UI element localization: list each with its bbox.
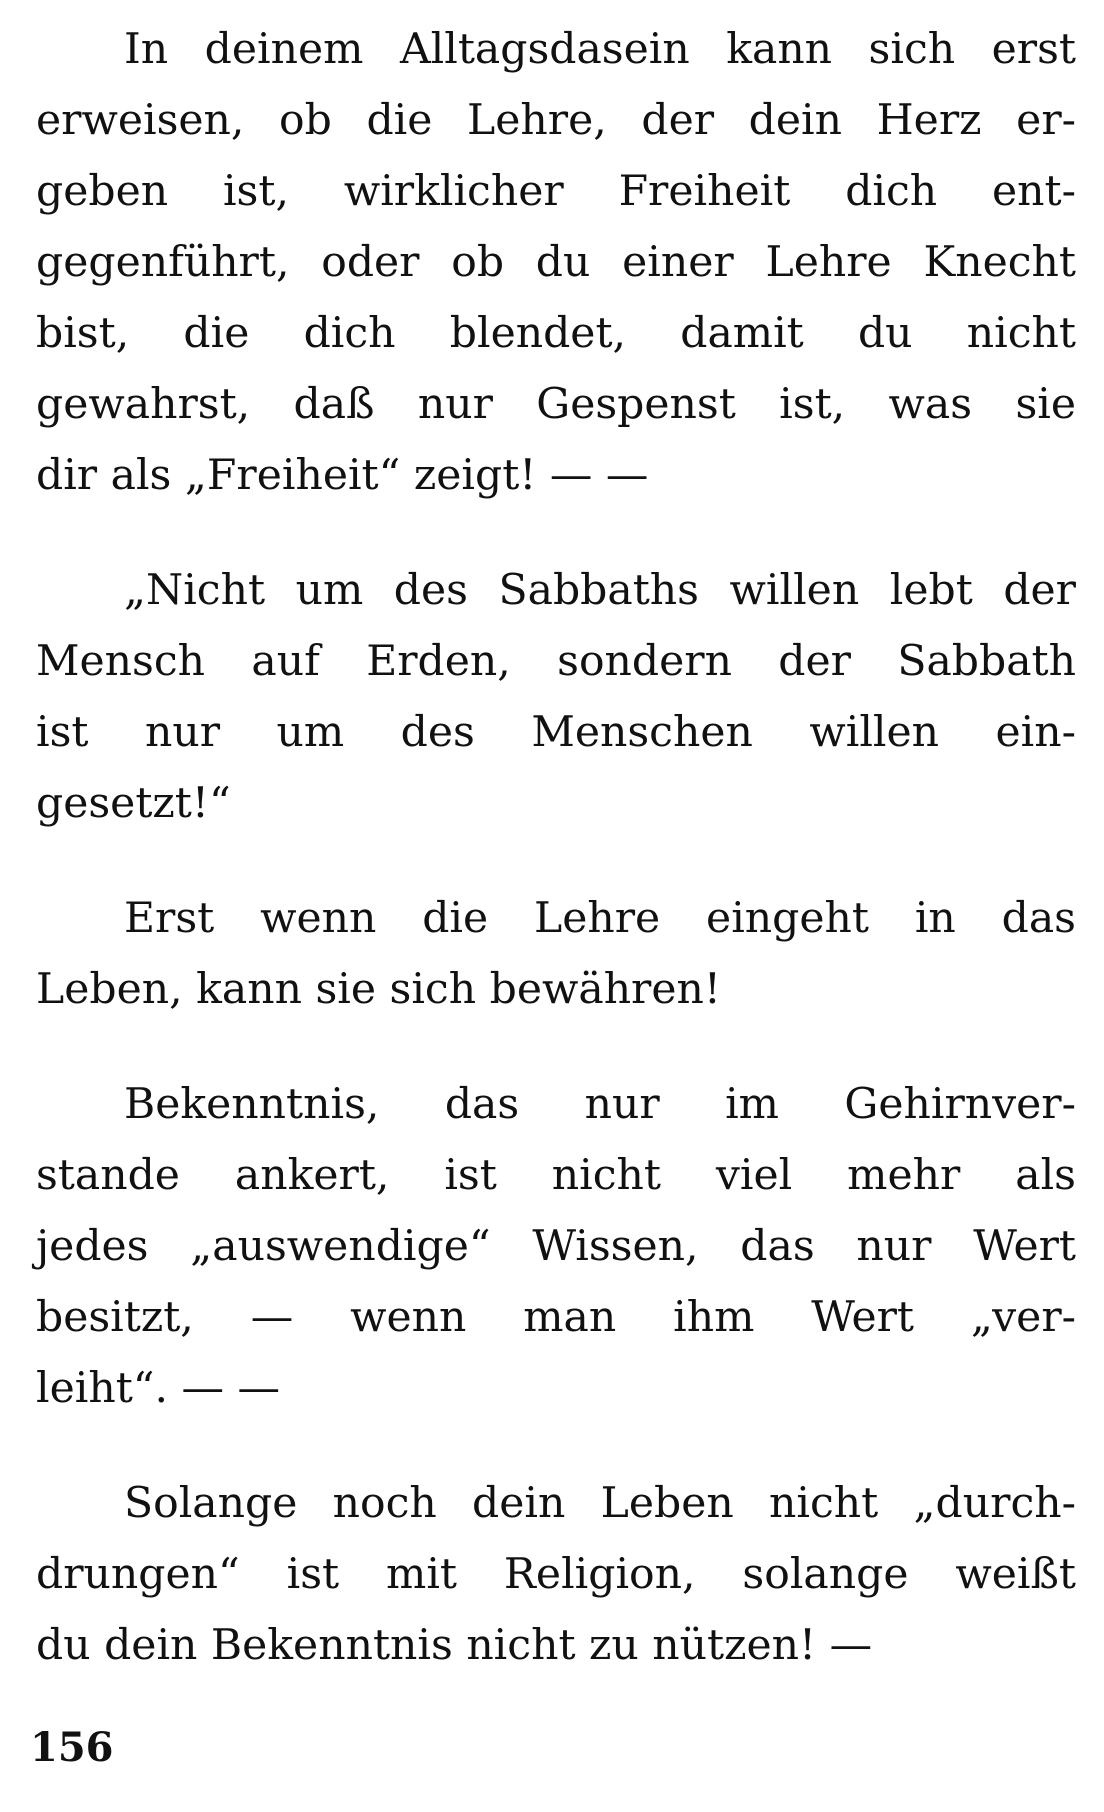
- page-body: [36, 14, 1076, 1725]
- page-number: 156: [30, 1724, 114, 1771]
- text-line: Leben, kann sie sich bewähren!: [36, 965, 721, 1014]
- text-line: Bekenntnis, das nur im Gehirnver-: [124, 1080, 1076, 1129]
- text-line: Solange noch dein Leben nicht „durch-: [124, 1479, 1076, 1528]
- text-line: geben ist, wirklicher Freiheit dich ent-: [36, 167, 1076, 216]
- text-line: bist, die dich blendet, damit du nicht: [36, 309, 1076, 358]
- paragraph-5: [36, 1468, 1076, 1681]
- text-line: du dein Bekenntnis nicht zu nützen! —: [36, 1621, 873, 1670]
- text-line: leiht“. — —: [36, 1364, 281, 1413]
- text-line: jedes „auswendige“ Wissen, das nur Wert: [36, 1222, 1076, 1271]
- paragraph-4: [36, 1069, 1076, 1424]
- text-line: drungen“ ist mit Religion, solange weißt: [36, 1550, 1076, 1599]
- text-line: erweisen, ob die Lehre, der dein Herz er-: [36, 96, 1076, 145]
- text-line: ist nur um des Menschen willen ein-: [36, 708, 1076, 757]
- text-line: gewahrst, daß nur Gespenst ist, was sie: [36, 380, 1076, 429]
- text-line: besitzt, — wenn man ihm Wert „ver-: [36, 1293, 1076, 1342]
- text-line: dir als „Freiheit“ zeigt! — —: [36, 451, 649, 500]
- text-line: In deinem Alltagsdasein kann sich erst: [124, 25, 1076, 74]
- text-line: Erst wenn die Lehre eingeht in das: [124, 894, 1076, 943]
- text-line: „Nicht um des Sabbaths willen lebt der: [124, 566, 1076, 615]
- paragraph-2: [36, 555, 1076, 839]
- text-line: Mensch auf Erden, sondern der Sabbath: [36, 637, 1076, 686]
- paragraph-3: [36, 883, 1076, 1025]
- text-line: stande ankert, ist nicht viel mehr als: [36, 1151, 1076, 1200]
- paragraph-1: [36, 14, 1076, 511]
- text-line: gesetzt!“: [36, 779, 231, 828]
- text-line: gegenführt, oder ob du einer Lehre Knecht: [36, 238, 1076, 287]
